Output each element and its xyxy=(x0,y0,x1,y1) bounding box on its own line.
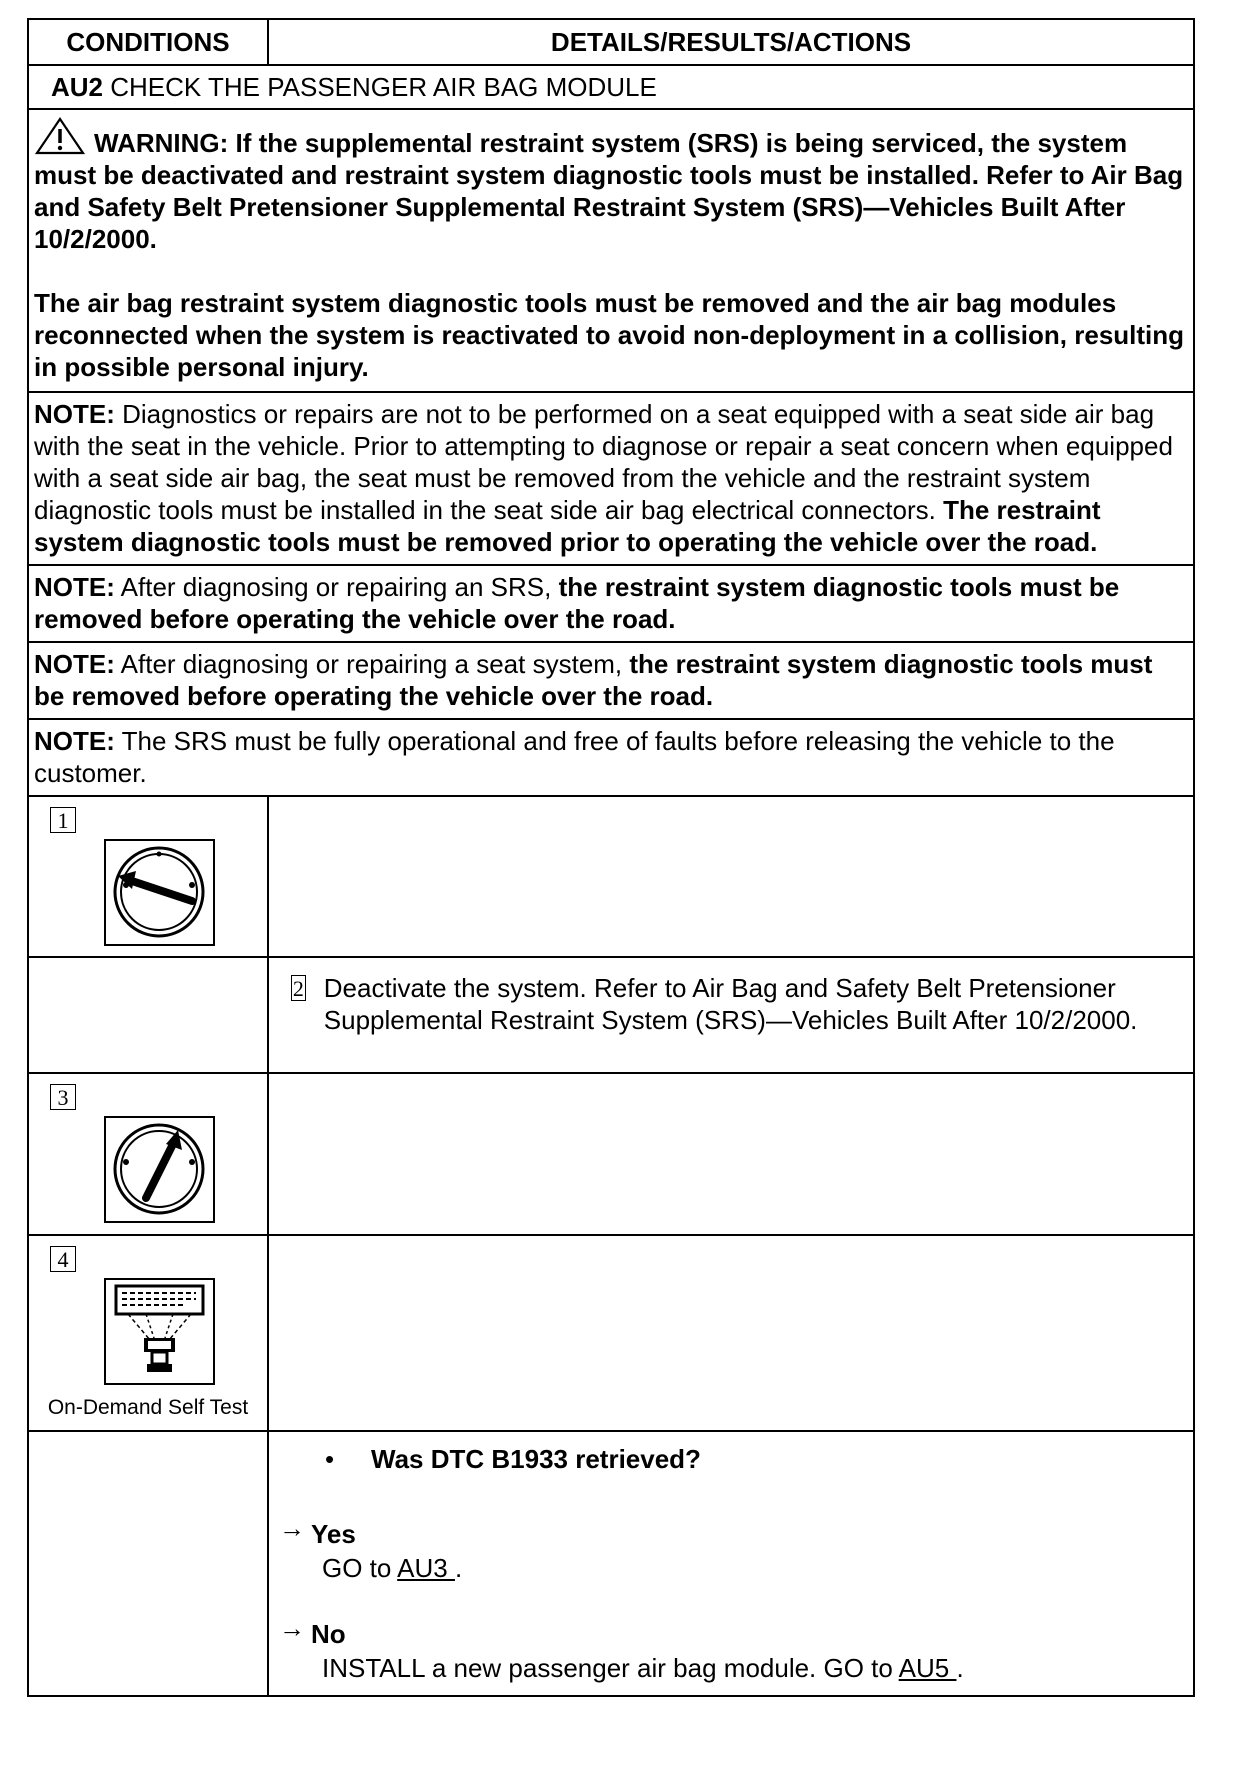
question-text: Was DTC B1933 retrieved? xyxy=(371,1444,701,1474)
answer-yes-text: GO to xyxy=(322,1553,398,1583)
section-title xyxy=(28,65,1194,109)
note-label: NOTE: xyxy=(34,726,115,756)
warning-text-2: The air bag restraint system diagnostic tools must be removed and the air bag modules reconnected when the system is reactivated to avoid non-deployment in a collision, resulting in possible personal injury. xyxy=(34,288,1185,382)
note-3 xyxy=(28,642,1194,719)
step-4-caption: On-Demand Self Test xyxy=(47,1396,249,1419)
details-header: DETAILS/RESULTS/ACTIONS xyxy=(268,19,1194,65)
note-label: NOTE: xyxy=(34,572,115,602)
answer-no xyxy=(279,1611,1183,1685)
link-au5[interactable]: AU5 xyxy=(898,1653,957,1683)
note-text: The SRS must be fully operational and free of faults before releasing the vehicle to the customer. xyxy=(34,726,1115,788)
step-number: 1 xyxy=(50,807,76,833)
note-4 xyxy=(28,719,1194,796)
answer-no-end: . xyxy=(956,1653,964,1683)
answer-no-text: INSTALL a new passenger air bag module. GO to xyxy=(322,1653,899,1683)
step-number: 2 xyxy=(292,976,304,1001)
ignition-off-icon xyxy=(104,839,215,946)
answer-yes-end: . xyxy=(454,1553,463,1583)
step-2-text: Deactivate the system. Refer to Air Bag and Safety Belt Pretensioner Supplemental Restraint System (SRS)—Vehicles Built After 10/2/2000. xyxy=(323,973,1138,1035)
section-title-text: CHECK THE PASSENGER AIR BAG MODULE xyxy=(103,71,657,102)
note-label: NOTE: xyxy=(34,649,115,679)
step-number: 4 xyxy=(50,1246,76,1272)
note-bold-text: the restraint system diagnostic tools must be removed before operating the vehicle over the road. xyxy=(34,572,1120,634)
ignition-on-icon xyxy=(104,1116,215,1223)
question-detail xyxy=(268,1431,1194,1696)
step-number: 3 xyxy=(50,1084,76,1110)
arrow-right-icon: → xyxy=(279,1613,305,1643)
step-1-condition xyxy=(28,796,268,957)
section-code: AU2 xyxy=(51,71,104,102)
note-text: Diagnostics or repairs are not to be performed on a seat equipped with a seat side air bag with the seat in the vehicle. Prior to attempting to diagnose or repair a seat concern when equipped with a seat side air bag, the seat must be removed from the vehicle and the restraint system diagnostic tools must be installed in the seat side air bag electrical connectors. xyxy=(34,399,1173,525)
step-1-detail xyxy=(268,796,1194,957)
note-2 xyxy=(28,565,1194,642)
note-label: NOTE: xyxy=(34,399,115,429)
link-au3[interactable]: AU3 xyxy=(397,1553,455,1583)
diagnostic-table xyxy=(27,18,1195,1697)
warning-text-1: WARNING: If the supplemental restraint system (SRS) is being serviced, the system must be deactivated and restraint system diagnostic tools must be installed. Refer to Air Bag and Safety Belt Pretensioner Supplemental Restraint System (SRS)—Vehicles Built After 10/2/2000. xyxy=(34,128,1184,254)
note-bold-text: the restraint system diagnostic tools must be removed before operating the vehicle over the road. xyxy=(34,649,1153,711)
warning-box xyxy=(28,109,1194,392)
note-text: After diagnosing or repairing a seat system, xyxy=(114,649,630,679)
answer-no-label: No xyxy=(311,1619,346,1649)
bullet: • xyxy=(325,1444,335,1474)
step-4-detail xyxy=(268,1235,1194,1431)
note-text: After diagnosing or repairing an SRS, xyxy=(114,572,559,602)
scan-tool-icon xyxy=(104,1278,215,1385)
step-2-condition xyxy=(28,957,268,1073)
step-4-condition xyxy=(28,1235,268,1431)
question-condition xyxy=(28,1431,268,1696)
step-3-condition xyxy=(28,1073,268,1235)
note-bold-text: The restraint system diagnostic tools must be removed prior to operating the vehicle over the road. xyxy=(34,495,1101,557)
note-1 xyxy=(28,392,1194,565)
conditions-header: CONDITIONS xyxy=(28,19,268,65)
answer-yes xyxy=(279,1511,1183,1585)
step-3-detail xyxy=(268,1073,1194,1235)
step-2-detail xyxy=(268,957,1194,1073)
answer-yes-label: Yes xyxy=(311,1519,356,1549)
warning-triangle-icon xyxy=(34,116,86,156)
arrow-right-icon: → xyxy=(279,1513,305,1543)
